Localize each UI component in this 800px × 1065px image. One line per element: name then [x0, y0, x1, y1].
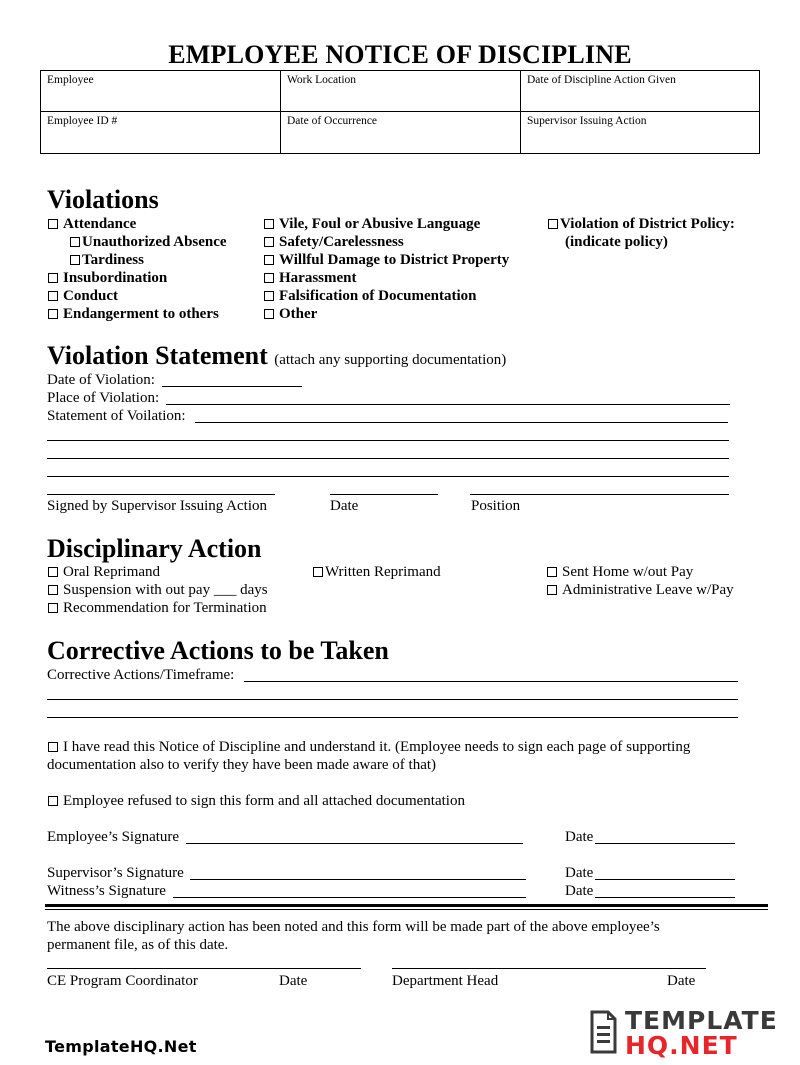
corrective-actions-line[interactable] — [47, 717, 738, 718]
employee-date-label: Date — [565, 829, 594, 845]
checkbox-icon — [264, 309, 274, 319]
position-line[interactable] — [470, 494, 729, 495]
checkbox-icon — [48, 585, 58, 595]
violation-statement-heading: Violation Statement (attach any supporting documentation) — [47, 341, 507, 370]
statement-line[interactable] — [47, 440, 729, 441]
checkbox-attendance[interactable]: Attendance — [48, 215, 136, 233]
employee-label: Employee — [47, 74, 94, 86]
checkbox-icon — [264, 219, 274, 229]
statement-line[interactable] — [195, 422, 728, 423]
checkbox-icon — [48, 567, 58, 577]
supervisor-issuing-label: Supervisor Issuing Action — [527, 115, 647, 127]
date-action-given-field[interactable] — [521, 71, 759, 112]
position-label: Position — [471, 498, 521, 514]
supervisor-issuing-field[interactable] — [521, 112, 759, 153]
checkbox-abusive-language[interactable]: Vile, Foul or Abusive Language — [264, 215, 480, 233]
coordinator-label: CE Program Coordinator — [47, 973, 198, 989]
checkbox-written-reprimand[interactable]: Written Reprimand — [313, 563, 441, 581]
corrective-actions-label: Corrective Actions/Timeframe: — [47, 667, 235, 683]
logo-hq-net: HQ.NET — [625, 1031, 738, 1060]
supervisor-signature-line[interactable] — [47, 494, 275, 495]
date-of-occurrence-field[interactable] — [281, 112, 521, 153]
checkbox-oral-reprimand[interactable]: Oral Reprimand — [48, 563, 160, 581]
employee-signature-line[interactable] — [186, 843, 523, 844]
divider-thin — [45, 909, 768, 910]
checkbox-termination[interactable]: Recommendation for Termination — [48, 599, 267, 617]
brand-text: TemplateHQ.Net — [45, 1037, 197, 1056]
statement-line[interactable] — [47, 476, 729, 477]
checkbox-tardiness[interactable]: Tardiness — [70, 251, 144, 269]
checkbox-insubordination[interactable]: Insubordination — [48, 269, 167, 287]
checkbox-icon — [313, 567, 323, 577]
document-logo-icon — [588, 1010, 618, 1054]
checkbox-administrative-leave[interactable]: Administrative Leave w/Pay — [547, 581, 734, 599]
checkbox-icon — [548, 219, 558, 229]
employee-id-label: Employee ID # — [47, 115, 118, 127]
divider-thick — [45, 904, 768, 907]
statement-line[interactable] — [47, 458, 729, 459]
corrective-actions-heading: Corrective Actions to be Taken — [47, 636, 389, 665]
disciplinary-action-heading: Disciplinary Action — [47, 534, 262, 563]
place-of-violation-label: Place of Violation: — [47, 390, 160, 406]
checkbox-icon — [48, 219, 58, 229]
witness-signature-line[interactable] — [173, 897, 526, 898]
checkbox-safety[interactable]: Safety/Carelessness — [264, 233, 404, 251]
dept-head-date-label: Date — [667, 973, 696, 989]
work-location-field[interactable] — [281, 71, 521, 112]
employee-field[interactable] — [41, 71, 281, 112]
signature-date-label: Date — [330, 498, 359, 514]
violations-heading: Violations — [47, 185, 159, 214]
witness-date-label: Date — [565, 883, 594, 899]
read-notice-continued: documentation also to verify they have been made aware of that) — [47, 757, 437, 773]
checkbox-icon — [70, 255, 80, 265]
checkbox-sent-home[interactable]: Sent Home w/out Pay — [547, 563, 693, 581]
checkbox-icon — [48, 309, 58, 319]
checkbox-willful-damage[interactable]: Willful Damage to District Property — [264, 251, 509, 269]
checkbox-icon — [264, 237, 274, 247]
checkbox-icon — [547, 585, 557, 595]
coordinator-signature-line[interactable] — [47, 968, 361, 969]
checkbox-falsification[interactable]: Falsification of Documentation — [264, 287, 476, 305]
checkbox-icon — [264, 255, 274, 265]
checkbox-other[interactable]: Other — [264, 305, 317, 323]
witness-date-line[interactable] — [595, 897, 735, 898]
dept-head-signature-line[interactable] — [392, 968, 706, 969]
checkbox-icon — [48, 273, 58, 283]
footer-note-line1: The above disciplinary action has been noted and this form will be made part of the above employee’s — [47, 919, 660, 935]
employee-date-line[interactable] — [595, 843, 735, 844]
dept-head-label: Department Head — [392, 973, 499, 989]
checkbox-unauthorized-absence[interactable]: Unauthorized Absence — [70, 233, 227, 251]
violation-statement-note: (attach any supporting documentation) — [274, 352, 507, 368]
coordinator-date-label: Date — [279, 973, 308, 989]
page-title: EMPLOYEE NOTICE OF DISCIPLINE — [168, 40, 632, 69]
checkbox-icon — [48, 603, 58, 613]
supervisor-signature-line[interactable] — [190, 879, 526, 880]
checkbox-read-notice[interactable]: I have read this Notice of Discipline and understand it. (Employee needs to sign each page of supporting — [48, 738, 690, 756]
supervisor-date-line[interactable] — [595, 879, 735, 880]
checkbox-icon — [48, 796, 58, 806]
signed-by-supervisor-label: Signed by Supervisor Issuing Action — [47, 498, 267, 514]
signature-date-line[interactable] — [330, 494, 438, 495]
checkbox-icon — [547, 567, 557, 577]
date-of-occurrence-label: Date of Occurrence — [287, 115, 378, 127]
district-policy-note: (indicate policy) — [565, 234, 668, 250]
checkbox-district-policy[interactable]: Violation of District Policy: — [548, 215, 735, 233]
checkbox-harassment[interactable]: Harassment — [264, 269, 357, 287]
checkbox-endangerment[interactable]: Endangerment to others — [48, 305, 219, 323]
checkbox-icon — [48, 291, 58, 301]
checkbox-icon — [264, 291, 274, 301]
date-of-violation-label: Date of Violation: — [47, 372, 155, 388]
employee-id-field[interactable] — [41, 112, 281, 153]
place-of-violation-line[interactable] — [166, 404, 730, 405]
checkbox-icon — [48, 742, 58, 752]
supervisor-date-label: Date — [565, 865, 594, 881]
checkbox-suspension[interactable]: Suspension with out pay ___ days — [48, 581, 268, 599]
witness-signature-label: Witness’s Signature — [47, 883, 166, 899]
date-of-violation-line[interactable] — [162, 386, 302, 387]
checkbox-conduct[interactable]: Conduct — [48, 287, 118, 305]
checkbox-icon — [70, 237, 80, 247]
employee-signature-label: Employee’s Signature — [47, 829, 180, 845]
footer-note-line2: permanent file, as of this date. — [47, 937, 229, 953]
supervisor-signature-label: Supervisor’s Signature — [47, 865, 184, 881]
employee-info-grid — [40, 70, 760, 154]
logo-template-text: TEMPLATE — [625, 1006, 778, 1035]
checkbox-refused-to-sign[interactable]: Employee refused to sign this form and all attached documentation — [48, 792, 465, 810]
checkbox-icon — [264, 273, 274, 283]
date-action-given-label: Date of Discipline Action Given — [527, 74, 676, 86]
work-location-label: Work Location — [287, 74, 357, 86]
statement-of-violation-label: Statement of Voilation: — [47, 408, 186, 424]
corrective-actions-line[interactable] — [244, 681, 738, 682]
logo-hq-text — [625, 1033, 738, 1059]
corrective-actions-line[interactable] — [47, 699, 738, 700]
